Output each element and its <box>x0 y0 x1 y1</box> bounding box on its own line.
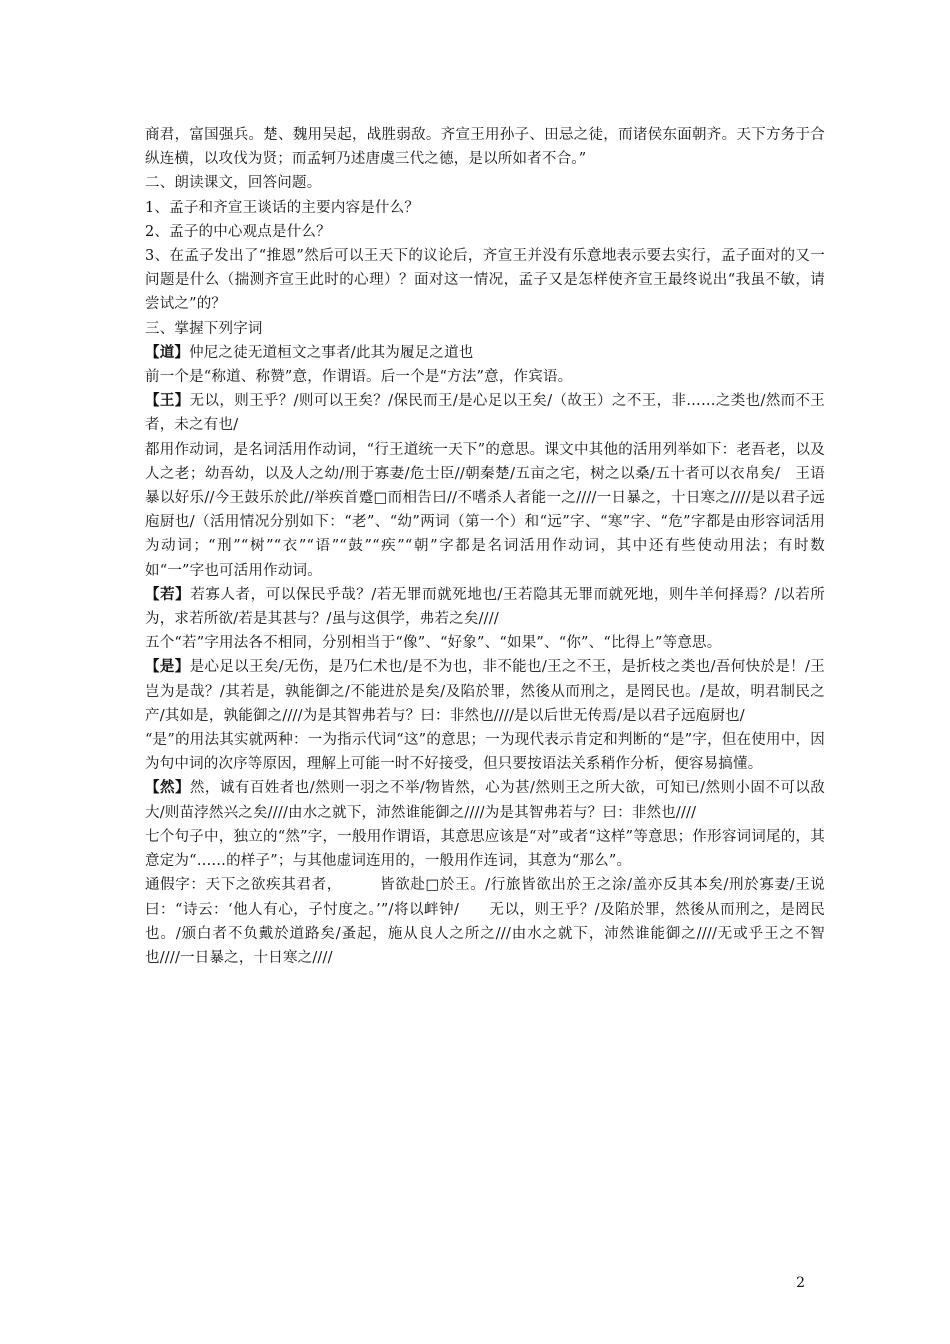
entry-text: 是心足以王矣/无伤，是乃仁术也/是不为也，非不能也/王之不王，是折枝之类也/吾何快於是！/王岂为是哉？/其若是，孰能御之/不能进於是矣/及陷於罪，然後从而刑之，是罔民也。/是故，明君制民之产/其如是，孰能御之////为是其智弗若与？曰：非然也////是以后世无传焉/是以君子远庖厨也/ <box>145 659 825 724</box>
entry-text: 无以，则王乎？/则可以王矣？/保民而王/是心足以王矣/（故王）之不王，非……之类也/然而不王者，未之有也/ <box>145 393 826 434</box>
entry-head: 【若】 <box>145 585 191 603</box>
entry-dao <box>145 341 825 365</box>
section-heading-2: 二、朗读课文，回答问题。 <box>145 175 322 192</box>
paragraph-intro: 商君，富国强兵。楚、魏用吴起，战胜弱敌。齐宣王用孙子、田忌之徒，而诸侯东面朝齐。天下方务于合纵连横，以攻伐为贤；而孟轲乃述唐虞三代之德，是以所如者不合。” <box>145 127 825 168</box>
document-body <box>145 123 825 970</box>
section-heading-3: 三、掌握下列字词 <box>145 320 263 337</box>
explanation-ran: 七个句子中，独立的“然”字，一般用作谓语，其意思应该是“对”或者“这样”等意思；作形容词词尾的，其意定为“……的样子”；与其他虚词连用的，一般用作连词，其意为“那么”。 <box>145 828 825 870</box>
question-2: 2、孟子的中心观点是什么？ <box>145 223 331 240</box>
question-3: 3、在孟子发出了“推恩”然后可以王天下的议论后，齐宣王并没有乐意地表示要去实行，孟子面对的又一问题是什么（揣测齐宣王此时的心理）？面对这一情况，孟子又是怎样使齐宣王最终说出“我虽不敏，请尝试之”的？ <box>145 248 825 313</box>
entry-head: 【是】 <box>145 658 190 676</box>
entry-shi <box>145 655 825 728</box>
question-1: 1、孟子和齐宣王谈话的主要内容是什么？ <box>145 199 420 216</box>
tongjia-zi: 通假字：天下之欲疾其君者， 皆欲赴□於王。/行旅皆欲出於王之涂/盖亦反其本矣/刑於寡妻/王说曰：“诗云：‘他人有心，子忖度之。’”/将以衅钟/ 无以，则王乎？/及陷於罪，然後从而刑之，是罔民也。/颁白者不负戴於道路矣/蚤起，施从良人之所之///由水之就下，沛然谁能御之////无或乎王之不智也////一日暴之，十日寒之//// <box>145 877 825 966</box>
entry-head: 【道】 <box>145 343 190 361</box>
entry-head: 【王】 <box>145 392 190 410</box>
entry-text: 仲尼之徒无道桓文之事者/此其为履足之道也 <box>189 344 474 361</box>
entry-text: 然，诚有百姓者也/然则一羽之不举/物皆然，心为甚/然则王之所大欲，可知已/然则小固不可以敌大/则苗浡然兴之矣////由水之就下，沛然谁能御之////为是其智弗若与？曰：非然也//// <box>145 780 825 821</box>
explanation-dao: 前一个是“称道、称赞”意，作谓语。后一个是“方法”意，作宾语。 <box>145 369 573 386</box>
entry-ruo <box>145 583 825 631</box>
page-number: 2 <box>796 1275 805 1291</box>
explanation-wang: 都用作动词，是名词活用作动词，“行王道统一天下”的意思。课文中其他的活用列举如下：老吾老，以及人之老；幼吾幼，以及人之幼/刑于寡妻/危士臣//朝秦楚/五亩之宅，树之以桑/五十者可以衣帛矣/ 王语暴以好乐//今王鼓乐於此//举疾首蹙□而相告曰//不嗜杀人者能一之////一日暴之，十日寒之////是以君子远庖厨也/（活用情况分别如下：“老”、“幼”两词（第一个）和“远”字、“寒”字、“危”字都是由形容词活用为动词；“刑”“树”“衣”“语”“鼓”“疾”“朝”字都是名词活用作动词，其中还有些使动用法；有时数如“一”字也可活用作动词。 <box>145 441 825 579</box>
explanation-ruo: 五个“若”字用法各不相同，分别相当于“像”、“好象”、“如果”、“你”、“比得上”等意思。 <box>145 635 722 652</box>
entry-head: 【然】 <box>145 779 190 797</box>
entry-ran <box>145 776 825 824</box>
explanation-shi: “是”的用法其实就两种：一为指示代词“这”的意思；一为现代表示肯定和判断的“是”字，但在使用中，因为句中词的次序等原因，理解上可能一时不好接受，但只要按语法关系稍作分析，便容易搞懂。 <box>145 732 825 773</box>
entry-text: 若寡人者，可以保民乎哉？/若无罪而就死地也/王若隐其无罪而就死地，则牛羊何择焉？/以若所为，求若所欲/若是其甚与？/虽与这俱学，弗若之矣//// <box>145 586 826 628</box>
entry-wang <box>145 389 825 437</box>
